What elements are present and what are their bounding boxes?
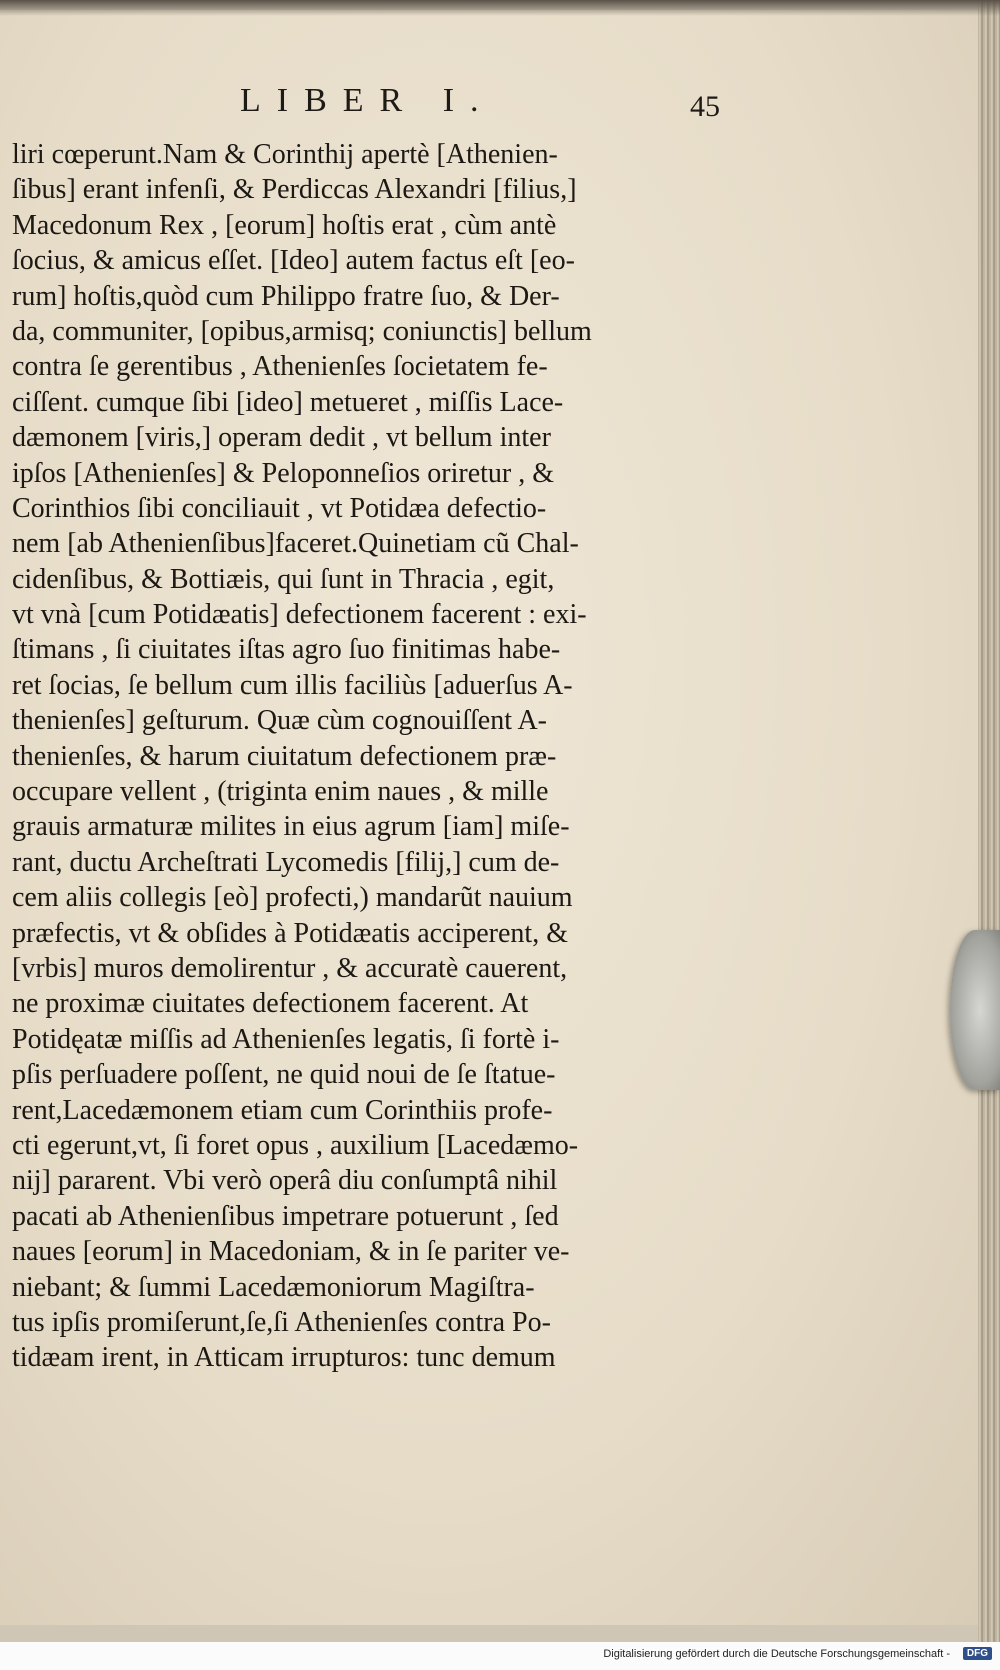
text-line: ne proximæ ciuitates defectionem facerent. At xyxy=(12,988,529,1020)
top-shadow xyxy=(0,0,1000,16)
text-line: nem [ab Athenienſibus]faceret.Quinetiam cũ Chal- xyxy=(12,528,579,560)
text-line: præfectis, vt & obſides à Potidæatis acciperent, & xyxy=(12,917,568,949)
text-line: tus ipſis promiſerunt,ſe,ſi Athenienſes contra Po- xyxy=(12,1306,551,1338)
running-head-title: LIBER I. xyxy=(240,82,495,119)
text-line: tidæam irent, in Atticam irrupturos: tunc demum xyxy=(12,1342,556,1374)
page-edges xyxy=(978,0,1000,1642)
page-clip xyxy=(950,930,1000,1090)
text-line: liri cœperunt.Nam & Corinthij apertè [Athenien- xyxy=(12,139,558,170)
text-line: occupare vellent , (triginta enim naues , & mille xyxy=(12,776,549,808)
text-line: ſocius, & amicus eſſet. [Ideo] autem factus eſt [eo- xyxy=(12,245,575,277)
text-line: ſtimans , ſi ciuitates iſtas agro ſuo finitimas habe- xyxy=(12,634,561,666)
text-line: pacati ab Athenienſibus impetrare potuerunt , ſed xyxy=(12,1200,559,1232)
text-line: naues [eorum] in Macedoniam, & in ſe pariter ve- xyxy=(12,1236,570,1268)
page-number: 45 xyxy=(690,90,720,123)
text-line: dæmonem [viris,] operam dedit , vt bellum inter xyxy=(12,422,551,454)
text-line: thenienſes] geſturum. Quæ cùm cognouiſſent A- xyxy=(12,705,548,737)
text-line: ipſos [Athenienſes] & Peloponneſios oriretur , & xyxy=(12,457,555,489)
text-line: da, communiter, [opibus,armisq; coniunctis] bellum xyxy=(12,315,592,347)
text-line: pſis perſuadere poſſent, ne quid noui de ſe ſtatue- xyxy=(12,1059,556,1091)
footer-credit: Digitalisierung gefördert durch die Deutsche Forschungsgemeinschaft - xyxy=(603,1648,950,1660)
text-line: thenienſes, & harum ciuitatum defectionem præ- xyxy=(12,740,557,772)
text-line: ret ſocias, ſe bellum cum illis faciliùs [aduerſus A- xyxy=(12,669,573,701)
book-page xyxy=(0,10,981,1625)
text-line: Corinthios ſibi conciliauit , vt Potidæa defectio- xyxy=(12,492,547,524)
text-line: nij] pararent. Vbi verò operâ diu conſumptâ nihil xyxy=(12,1165,558,1197)
dfg-logo: DFG xyxy=(963,1647,992,1660)
text-line: rent,Lacedæmonem etiam cum Corinthiis profe- xyxy=(12,1094,553,1126)
text-line: contra ſe gerentibus , Athenienſes ſocietatem fe- xyxy=(12,351,548,383)
text-line: ſibus] erant infenſi, & Perdiccas Alexandri [filius,] xyxy=(12,174,577,206)
running-head xyxy=(0,82,990,132)
text-line: rum] hoſtis,quòd cum Philippo fratre ſuo, & Der- xyxy=(12,280,560,312)
text-line: grauis armaturæ milites in eius agrum [iam] miſe- xyxy=(12,811,570,843)
text-line: [vrbis] muros demolirentur , & accuratè cauerent, xyxy=(12,952,568,984)
text-line: Macedonum Rex , [eorum] hoſtis erat , cùm antè xyxy=(12,209,557,241)
text-line: niebant; & ſummi Lacedæmoniorum Magiſtra- xyxy=(12,1271,535,1303)
text-line: cem aliis collegis [eò] profecti,) mandarũt nauium xyxy=(12,882,573,914)
footer-bar xyxy=(0,1642,1000,1670)
text-line: vt vnà [cum Potidæatis] defectionem facerent : exi- xyxy=(12,599,587,631)
body-text xyxy=(12,137,737,1376)
text-line: cti egerunt,vt, ſi foret opus , auxilium [Lacedæmo- xyxy=(12,1129,579,1161)
text-line: Potidęatæ miſſis ad Athenienſes legatis, ſi fortè i- xyxy=(12,1023,560,1055)
text-line: cidenſibus, & Bottiæis, qui ſunt in Thracia , egit, xyxy=(12,563,555,595)
text-line: ciſſent. cumque ſibi [ideo] metueret , miſſis Lace- xyxy=(12,386,564,418)
text-line: rant, ductu Archeſtrati Lycomedis [filij,] cum de- xyxy=(12,846,560,878)
